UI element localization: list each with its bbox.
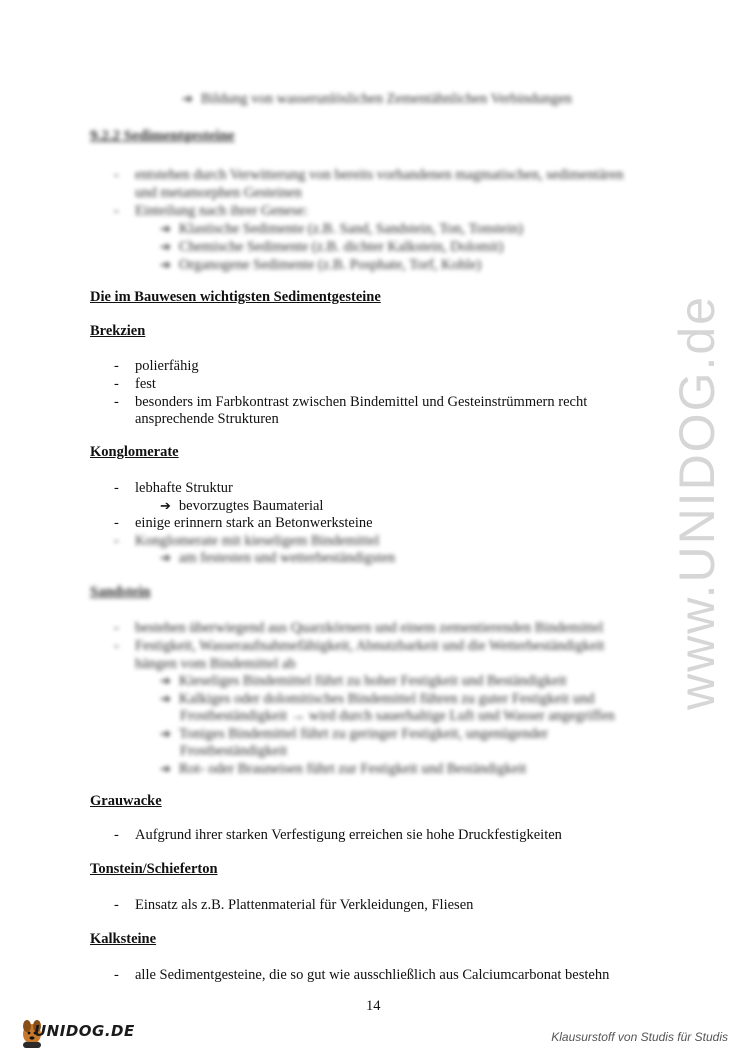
blurred-konglo-3: Konglomerate mit kieseligem Bindemittel (135, 533, 380, 549)
grauwacke-item-1: Aufgrund ihrer starken Verfestigung erreichen sie hohe Druckfestigkeiten (135, 827, 562, 843)
main-title: Die im Bauwesen wichtigsten Sedimentgesteine (90, 289, 381, 305)
brekzien-item-3-cont: ansprechende Strukturen (135, 411, 279, 427)
bullet-dash: - (114, 967, 119, 983)
blurred-section-title: 9.2.2 Sedimentgesteine (90, 128, 235, 144)
bullet-dash: - (114, 533, 119, 549)
bullet-dash: - (114, 897, 119, 913)
kalksteine-item-1: alle Sedimentgesteine, die so gut wie ausschließlich aus Calciumcarbonat bestehn (135, 967, 610, 983)
arrow-icon: ➔ (160, 257, 171, 272)
blurred-sand-2b: hängen vom Bindemittel ab (135, 656, 296, 672)
tonstein-item-1: Einsatz als z.B. Plattenmaterial für Verkleidungen, Fliesen (135, 897, 474, 913)
blurred-konglo-3-sub: ➔ am festesten und wetterbeständigsten (160, 550, 396, 566)
bullet-dash: - (114, 167, 119, 183)
bullet-dash: - (114, 620, 119, 636)
blurred-sand-sub-4: ➔ Rot- oder Brauneisen führt zur Festigkeit und Beständigkeit (160, 761, 527, 777)
blurred-sand-sub-1: ➔ Kieseliges Bindemittel führt zu hoher Festigkeit und Beständigkeit (160, 673, 567, 689)
blurred-sandstein-title: Sandstein (90, 584, 151, 600)
bullet-dash: - (114, 203, 119, 219)
blurred-sand-sub-3a: ➔ Toniges Bindemittel führt zu geringer Festigkeit, ungenügender (160, 726, 548, 742)
page-number: 14 (366, 998, 381, 1014)
brekzien-title: Brekzien (90, 323, 146, 339)
konglomerate-title: Konglomerate (90, 444, 179, 460)
bullet-dash: - (114, 394, 119, 410)
blurred-arrow-line: ➔ Bildung von wasserunlöslichen Zementähnlichen Verbindungen (182, 91, 572, 107)
blurred-sand-sub-3b: Frostbeständigkeit (180, 743, 288, 759)
arrow-icon: ➔ (160, 239, 171, 254)
blurred-intro-1b: und metamorphen Gesteinen (135, 185, 302, 201)
grauwacke-title: Grauwacke (90, 793, 162, 809)
arrow-icon: ➔ (160, 691, 171, 706)
bullet-dash: - (114, 827, 119, 843)
konglomerate-item-1-sub: ➔ bevorzugtes Baumaterial (160, 498, 324, 514)
blurred-genese-3: ➔ Organogene Sedimente (z.B. Posphate, Torf, Kohle) (160, 257, 482, 273)
blurred-intro-1a: entstehen durch Verwitterung von bereits vorhandenen magmatischen, sedimentären (135, 167, 624, 183)
arrow-icon: ➔ (160, 761, 171, 776)
konglomerate-item-2: einige erinnern stark an Betonwerksteine (135, 515, 373, 531)
bullet-dash: - (114, 376, 119, 392)
tonstein-title: Tonstein/Schieferton (90, 861, 218, 877)
arrow-icon: ➔ (160, 550, 171, 565)
bullet-dash: - (114, 638, 119, 654)
blurred-sand-1: bestehen überwiegend aus Quarzkörnern und einem zementierenden Bindemittel (135, 620, 604, 636)
logo-text: UNIDOG.DE (34, 1022, 135, 1040)
arrow-icon: ➔ (160, 221, 171, 236)
kalksteine-title: Kalksteine (90, 931, 157, 947)
arrow-icon: ➔ (160, 673, 171, 688)
blurred-sand-2a: Festigkeit, Wasseraufnahmefähigkeit, Abnutzbarkeit und die Wetterbeständigkeit (135, 638, 605, 654)
brekzien-item-1: polierfähig (135, 358, 199, 374)
blurred-sand-sub-2b: Frostbeständigkeit → wird durch sauerhaltige Luft und Wasser angegriffen (180, 708, 615, 724)
watermark: www.UNIDOG.de (669, 295, 725, 710)
konglomerate-item-1: lebhafte Struktur (135, 480, 233, 496)
arrow-icon: ➔ (182, 91, 193, 106)
brekzien-item-3: besonders im Farbkontrast zwischen Bindemittel und Gesteinstrümmern recht (135, 394, 588, 410)
blurred-intro-2: Einteilung nach ihrer Genese: (135, 203, 308, 219)
blurred-genese-1: ➔ Klastische Sedimente (z.B. Sand, Sandstein, Ton, Tonstein) (160, 221, 524, 237)
blurred-genese-2: ➔ Chemische Sedimente (z.B. dichter Kalkstein, Dolomit) (160, 239, 504, 255)
blurred-sand-sub-2a: ➔ Kalkiges oder dolomitisches Bindemittel führen zu guter Festigkeit und (160, 691, 595, 707)
bullet-dash: - (114, 515, 119, 531)
bullet-dash: - (114, 480, 119, 496)
arrow-icon: ➔ (160, 726, 171, 741)
arrow-icon: ➔ (160, 498, 171, 513)
footer-tagline: Klausurstoff von Studis für Studis (551, 1030, 728, 1044)
bullet-dash: - (114, 358, 119, 374)
brekzien-item-2: fest (135, 376, 156, 392)
